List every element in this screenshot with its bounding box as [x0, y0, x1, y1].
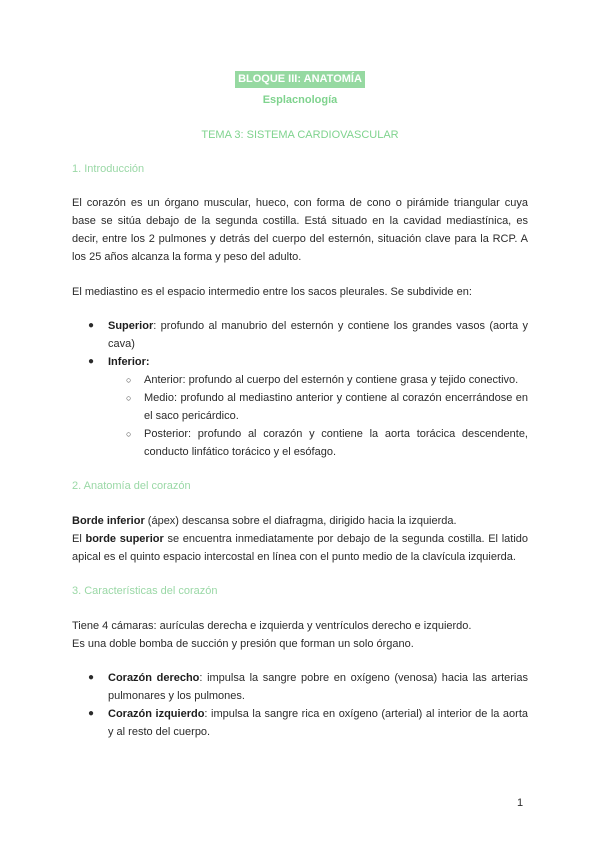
- block-title: BLOQUE III: ANATOMÍA: [235, 71, 365, 88]
- section-1-paragraph-2: El mediastino es el espacio intermedio entre los sacos pleurales. Se subdivide en:: [72, 286, 472, 298]
- heart-sides-list: [72, 669, 528, 741]
- header: [72, 70, 528, 144]
- section-2-line-2: [72, 530, 528, 566]
- sub-list-item: [108, 425, 528, 461]
- bullet-icon: ●: [88, 708, 95, 719]
- circle-bullet-icon: ○: [126, 375, 132, 385]
- line-text: El: [72, 533, 86, 545]
- item-text: : profundo al manubrio del esternón y contiene los grandes vasos (aorta y cava): [108, 320, 528, 350]
- list-item: [72, 353, 528, 461]
- item-label: Corazón izquierdo: [108, 708, 205, 720]
- section-2-line-1: [72, 512, 528, 530]
- line-text: (ápex) descansa sobre el diafragma, dirigido hacia la izquierda.: [144, 515, 457, 527]
- item-label: Superior: [108, 320, 154, 332]
- list-item: [72, 669, 528, 705]
- item-label: Corazón derecho: [108, 672, 200, 684]
- circle-bullet-icon: ○: [126, 429, 132, 439]
- bullet-icon: ●: [88, 356, 95, 367]
- item-text: Posterior: profundo al corazón y contiene la aorta torácica descendente, conducto linfático torácico y el esófago.: [144, 428, 528, 458]
- bold-term: Borde inferior: [72, 515, 145, 527]
- list-item: [72, 317, 528, 353]
- item-text: Medio: profundo al mediastino anterior y contiene al corazón encerrándose en el saco pericárdico.: [144, 392, 528, 422]
- section-1-paragraph-1: El corazón es un órgano muscular, hueco, con forma de cono o pirámide triangular cuya base se sitúa debajo de la segunda costilla. Está situado en la cavidad mediastínica, es decir, entre los 2 pulmones y detrás del cuerpo del esternón, situación clave para la RCP. A los 25 años alcanza la forma y peso del adulto.: [72, 197, 528, 263]
- circle-bullet-icon: ○: [126, 393, 132, 403]
- section-3-title: 3. Características del corazón: [72, 585, 218, 597]
- topic-title: TEMA 3: SISTEMA CARDIOVASCULAR: [201, 129, 399, 141]
- item-text: : impulsa la sangre pobre en oxígeno (venosa) hacia las arterias pulmonares y los pulmones.: [108, 672, 528, 702]
- sub-list-item: [108, 389, 528, 425]
- document-page: [72, 70, 528, 741]
- item-label: Inferior:: [108, 356, 150, 368]
- bullet-icon: ●: [88, 672, 95, 683]
- section-3-line-1: Tiene 4 cámaras: aurículas derecha e izquierda y ventrículos derecho e izquierdo.: [72, 620, 472, 632]
- page-number: 1: [517, 797, 524, 809]
- inferior-sublist: [108, 371, 528, 461]
- sub-list-item: [108, 371, 528, 389]
- item-text: : impulsa la sangre rica en oxígeno (arterial) al interior de la aorta y al resto del cuerpo.: [108, 708, 528, 738]
- bullet-icon: ●: [88, 320, 95, 331]
- list-item: [72, 705, 528, 741]
- mediastinum-list: [72, 317, 528, 461]
- line-text: se encuentra inmediatamente por debajo de la segunda costilla. El latido apical es el quinto espacio intercostal en línea con el punto medio de la clavícula izquierda.: [72, 533, 528, 563]
- bold-term: borde superior: [85, 533, 164, 545]
- section-3-line-2: Es una doble bomba de succión y presión que forman un solo órgano.: [72, 638, 414, 650]
- section-1-title: 1. Introducción: [72, 163, 145, 175]
- section-2-title: 2. Anatomía del corazón: [72, 480, 191, 492]
- item-text: Anterior: profundo al cuerpo del esternón y contiene grasa y tejido conectivo.: [144, 374, 519, 386]
- subtitle: Esplacnología: [262, 94, 338, 106]
